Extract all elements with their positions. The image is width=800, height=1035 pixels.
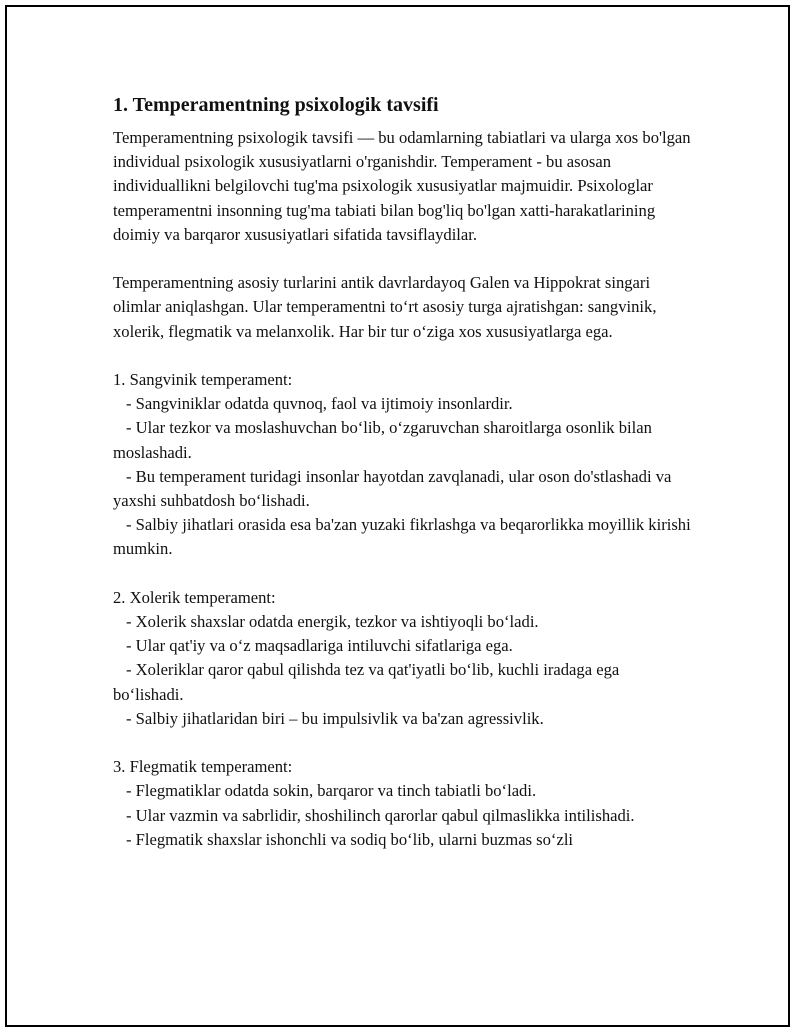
section-sangvinik <box>113 368 693 562</box>
document-title: 1. Temperamentning psixologik tavsifi <box>113 94 439 116</box>
list-item: - Sangviniklar odatda quvnoq, faol va ijtimoiy insonlardir. <box>126 394 513 414</box>
document-body <box>113 90 693 852</box>
list-item: - Ular tezkor va moslashuvchan bo‘lib, o‘zgaruvchan sharoitlarga osonlik bilan moslashadi. <box>113 418 652 462</box>
list-item: - Bu temperament turidagi insonlar hayotdan zavqlanadi, ular oson do'stlashadi va yaxshi suhbatdosh bo‘lishadi. <box>113 466 672 511</box>
list-item: - Xoleriklar qaror qabul qilishda tez va qat'iyatli bo‘lib, kuchli iradaga ega bo‘lishadi. <box>113 660 620 704</box>
section-flegmatik <box>113 755 693 852</box>
list-item: - Flegmatiklar odatda sokin, barqaror va tinch tabiatli bo‘ladi. <box>126 781 537 801</box>
types-paragraph: Temperamentning asosiy turlarini antik davrlardayoq Galen va Hippokrat singari olimlar aniqlashgan. Ular temperamentni to‘rt asosiy turga ajratishgan: sangvinik, xolerik, flegmatik va melanxolik. Har bir tur o‘ziga xos xususiyatlarga ega. <box>113 273 657 341</box>
section-title: 2. Xolerik temperament: <box>113 587 276 607</box>
list-item: - Xolerik shaxslar odatda energik, tezkor va ishtiyoqli bo‘ladi. <box>126 612 539 632</box>
section-xolerik <box>113 586 693 731</box>
list-item: - Salbiy jihatlaridan biri – bu impulsivlik va ba'zan agressivlik. <box>126 708 544 728</box>
list-item: - Flegmatik shaxslar ishonchli va sodiq bo‘lib, ularni buzmas so‘zli <box>126 829 574 849</box>
intro-paragraph: Temperamentning psixologik tavsifi — bu odamlarning tabiatlari va ularga xos bo'lgan individual psixologik xususiyatlarni o'rganishdir. Temperament - bu asosan individuallikni belgilovchi tug'ma psixologik xususiyatlar majmuidir. Psixologlar temperamentni insonning tug'ma tabiati bilan bog'liq bo'lgan xatti-harakatlarining doimiy va barqaror xususiyatlari sifatida tavsiflaydilar. <box>113 128 691 244</box>
section-title: 1. Sangvinik temperament: <box>113 370 293 389</box>
section-title: 3. Flegmatik temperament: <box>113 757 293 777</box>
list-item: - Salbiy jihatlari orasida esa ba'zan yuzaki fikrlashga va beqarorlikka moyillik kirishi mumkin. <box>113 515 691 559</box>
list-item: - Ular vazmin va sabrlidir, shoshilinch qarorlar qabul qilmaslikka intilishadi. <box>126 805 635 825</box>
list-item: - Ular qat'iy va o‘z maqsadlariga intiluvchi sifatlariga ega. <box>126 636 513 656</box>
